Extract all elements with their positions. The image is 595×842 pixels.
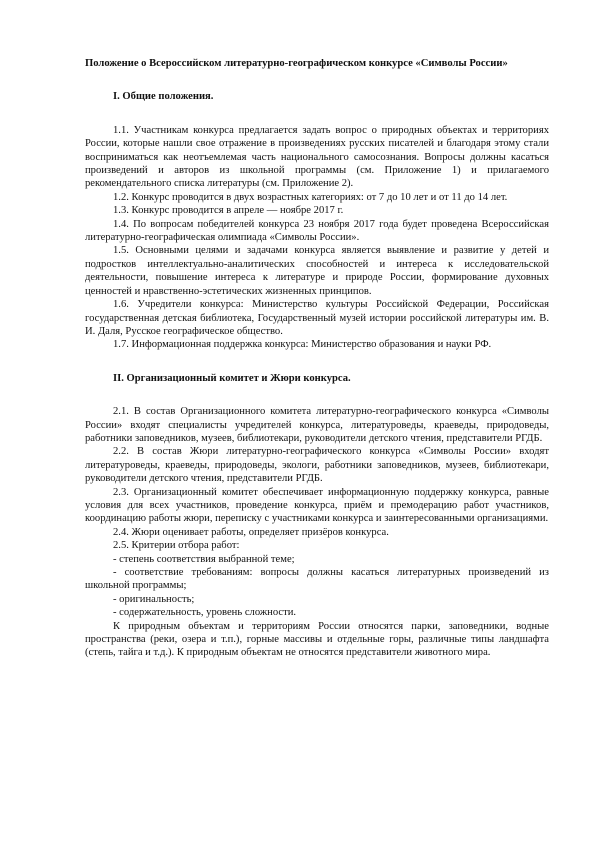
criteria-item: - оригинальность;	[113, 593, 195, 605]
paragraph-1-2: 1.2. Конкурс проводится в двух возрастных категориях: от 7 до 10 лет и от 11 до 14 лет.	[113, 191, 508, 203]
paragraph-1-4: 1.4. По вопросам победителей конкурса 23 ноября 2017 года будет проведена Всероссийская литературно-географическая олимпиада «Символы России».	[85, 218, 549, 244]
criteria-item: - степень соответствия выбранной теме;	[113, 553, 295, 565]
paragraph-1-5: 1.5. Основными целями и задачами конкурса является выявление и развитие у детей и подростков интеллектуально-аналитических способностей и интереса к исследовательской деятельности, повышение интереса к литературе и природе России, формирование духовных ценностей и нравственно-эстетических жизненных принципов.	[85, 245, 549, 297]
criteria-item: - соответствие требованиям: вопросы должны касаться литературных произведений из школьной программы;	[85, 567, 549, 592]
paragraph-natural-objects: К природным объектам и территориям России относятся парки, заповедники, водные пространства (реки, озера и т.п.), горные массивы и отдельные горы, различные типы ландшафта (степь, тайга и т.д.). К природным объектам не относятся представители животного мира.	[85, 620, 549, 659]
paragraph-2-5: 2.5. Критерии отбора работ:	[113, 540, 240, 552]
paragraph-1-6: 1.6. Учредители конкурса: Министерство культуры Российской Федерации, Российская государственная детская библиотека, Государственный музей истории российской литературы им. В. И. Даля, Русское географическое общество.	[85, 299, 549, 337]
criteria-item: - содержательность, уровень сложности.	[113, 607, 297, 619]
paragraph-2-4: 2.4. Жюри оценивает работы, определяет призёров конкурса.	[113, 526, 389, 538]
paragraph-2-3: 2.3. Организационный комитет обеспечивает информационную поддержку конкурса, равные условия для всех участников, проведение конкурса, приём и премодерацию работ участников, координацию работы жюри, переписку с участниками конкурса и заинтересованными организациями.	[85, 486, 549, 525]
paragraph-1-3: 1.3. Конкурс проводится в апреле — ноябре 2017 г.	[113, 205, 344, 217]
paragraph-2-1: 2.1. В состав Организационного комитета литературно-географического конкурса «Символы России» входят специалисты учредителей конкурса, литературоведы, краеведы, природоведы, работники заповедников, музеев, библиотекари, руководители детского чтения, представители РГДБ.	[85, 406, 549, 444]
paragraph-1-1: 1.1. Участникам конкурса предлагается задать вопрос о природных объектах и территориях России, которые нашли свое отражение в произведениях русских писателей и благодаря этому стали восприниматься как неотъемлемая часть национального самосознания. Вопросы должны касаться произведений и авторов из школьной программы (см. Приложение 1) и прилагаемого рекомендательного списка литературы (см. Приложение 2).	[85, 124, 549, 190]
paragraph-1-7: 1.7. Информационная поддержка конкурса: Министерство образования и науки РФ.	[113, 339, 492, 351]
section-committee	[85, 372, 549, 660]
document-title: Положение о Всероссийском литературно-географическом конкурсе «Символы России»	[85, 58, 508, 69]
section-heading: II. Организационный комитет и Жюри конкурса.	[113, 372, 351, 384]
section-heading: I. Общие положения.	[113, 91, 214, 103]
section-general	[85, 90, 549, 351]
paragraph-2-2: 2.2. В состав Жюри литературно-географического конкурса «Символы России» входят литературоведы, краеведы, природоведы, экологи, работники заповедников, музеев, библиотекари, руководители детского чтения, представители РГДБ.	[85, 446, 549, 485]
